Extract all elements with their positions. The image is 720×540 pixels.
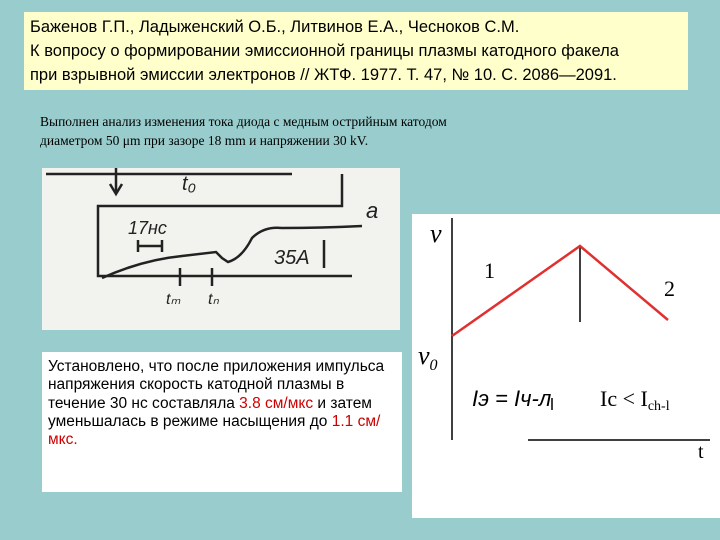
plot-equation-emission: Iэ = Iч-л [472,386,552,411]
plot-y-label: v [430,219,442,248]
summary-line-1: Выполнен анализ изменения тока диода с медным острийным катодом [40,114,447,129]
citation-box [24,12,688,90]
conclusion-value-saturation: 1.1 см/мкс. [48,412,381,449]
citation-title: К вопросу о формировании эмиссионной границы плазмы катодного факела [30,42,619,60]
osc-label-tm: tₘ [166,291,181,308]
osc-label-a: a [366,198,379,223]
plot-y0-label: $v_0$ [418,341,438,374]
osc-interval-marker [138,240,162,252]
summary-text [40,112,680,150]
osc-label-interval: 17нс [128,218,167,238]
oscillogram-image [42,168,400,330]
plot-region-1: 1 [484,258,495,283]
conclusion-box [42,352,402,492]
summary-line-2: диаметром 50 μm при зазоре 18 mm и напряжении 30 kV. [40,133,369,148]
conclusion-text-1: Установлено, что после приложения импульса напряжения скорость катодной плазмы в течение 30 нс составляла [48,358,385,412]
conclusion-value-initial: 3.8 см/мкс [239,394,314,412]
plot-x-label: t [698,441,704,463]
citation-authors: Баженов Г.П., Ладыженский О.Б., Литвинов Е.А., Чесноков С.М. [30,18,520,36]
citation-source: при взрывной эмиссии электронов // ЖТФ. 1977. Т. 47, № 10. С. 2086—2091. [30,66,617,84]
osc-label-tn: tₙ [208,291,219,308]
velocity-plot [412,214,720,518]
osc-label-t0: t₀ [182,173,196,195]
plot-equation-velocity: Ic < Ich-l [600,386,670,414]
conclusion-text-2: и затем уменьшалась в режиме насыщения до [48,394,372,430]
plot-region-2: 2 [664,276,675,301]
osc-label-current: 35А [274,247,310,269]
